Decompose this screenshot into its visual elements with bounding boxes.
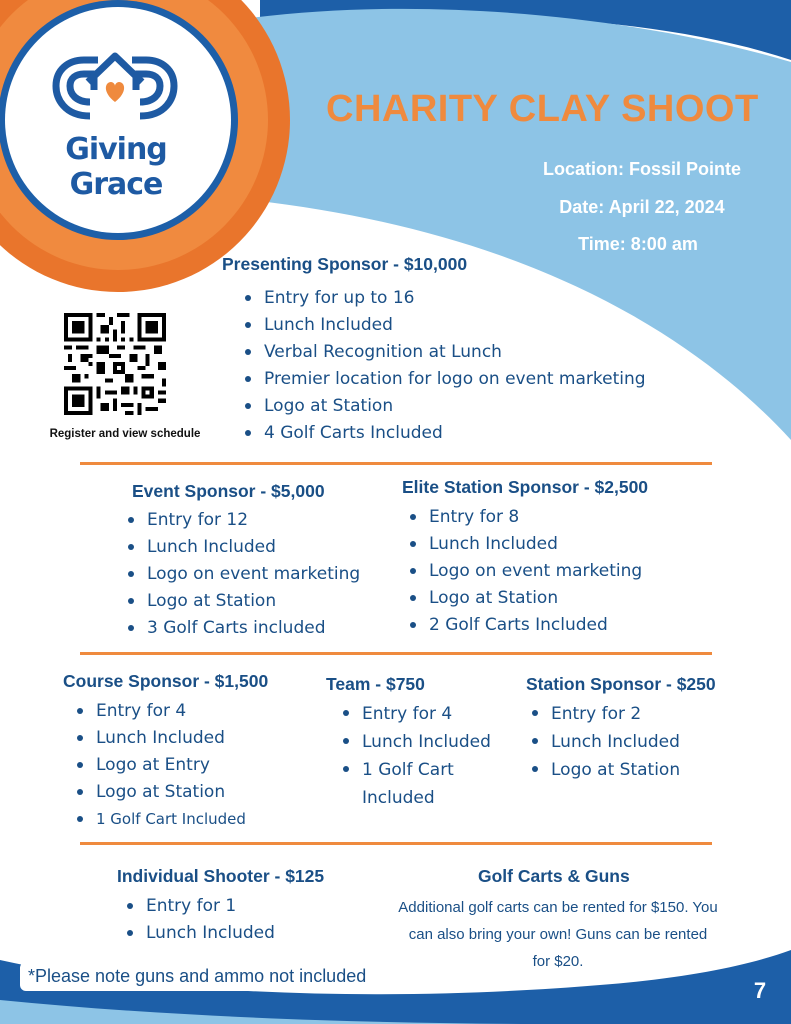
list-item: Lunch Included [126, 920, 275, 947]
list-item: Logo at Station [409, 585, 642, 612]
event-title: CHARITY CLAY SHOOT [326, 88, 759, 130]
station-sponsor-list [531, 700, 680, 784]
list-item: Lunch Included [342, 728, 491, 756]
individual-shooter-title: Individual Shooter - $125 [117, 866, 325, 886]
course-sponsor-title: Course Sponsor - $1,500 [63, 671, 269, 691]
station-sponsor-title: Station Sponsor - $250 [526, 674, 716, 694]
list-item: Lunch Included [76, 725, 246, 752]
course-sponsor-list [76, 698, 246, 833]
logo-text: Giving Grace [65, 132, 167, 202]
event-date: Date: April 22, 2024 [559, 197, 725, 217]
presenting-sponsor-title: Presenting Sponsor - $10,000 [222, 254, 468, 274]
list-item: Logo at Station [127, 588, 360, 615]
list-item: 1 Golf Cart Included [76, 806, 246, 833]
divider [80, 842, 712, 845]
list-item: Entry for 12 [127, 507, 360, 534]
footer-note: *Please note guns and ammo not included [20, 962, 374, 991]
qr-caption: Register and view schedule [49, 428, 201, 440]
list-item: Logo at Station [244, 393, 646, 420]
list-item: Lunch Included [531, 728, 680, 756]
team-list [342, 700, 491, 812]
list-item: Entry for 4 [342, 700, 491, 728]
elite-station-sponsor-title: Elite Station Sponsor - $2,500 [402, 477, 649, 497]
page-number: 7 [753, 978, 767, 1003]
list-item: Premier location for logo on event marketing [244, 366, 646, 393]
list-item: 3 Golf Carts included [127, 615, 360, 642]
list-item: Entry for 2 [531, 700, 680, 728]
elite-station-sponsor-list [409, 504, 642, 639]
carts-guns-title: Golf Carts & Guns [478, 866, 630, 886]
list-item: Logo at Station [531, 756, 680, 784]
team-title: Team - $750 [326, 674, 425, 694]
list-item: Logo on event marketing [127, 561, 360, 588]
event-location: Location: Fossil Pointe [542, 159, 741, 179]
list-item: Logo on event marketing [409, 558, 642, 585]
list-item: Lunch Included [409, 531, 642, 558]
qr-code-icon[interactable] [64, 313, 166, 415]
list-item: Logo at Station [76, 779, 246, 806]
event-time: Time: 8:00 am [578, 234, 698, 254]
list-item: 1 Golf Cart [342, 756, 491, 784]
list-item: 2 Golf Carts Included [409, 612, 642, 639]
individual-shooter-list [126, 893, 275, 947]
list-item: Verbal Recognition at Lunch [244, 339, 646, 366]
event-sponsor-list [127, 507, 360, 642]
presenting-sponsor-list [244, 285, 646, 447]
list-item: Included [362, 788, 435, 808]
carts-guns-text: Additional golf carts can be rented for $150. You can also bring your own! Guns can be rented for $20. [398, 899, 718, 970]
list-item: Entry for 8 [409, 504, 642, 531]
list-item: Entry for 4 [76, 698, 246, 725]
house-heart-logo-icon [50, 50, 180, 122]
divider [80, 462, 712, 465]
list-item: Lunch Included [244, 312, 646, 339]
divider [80, 652, 712, 655]
list-item: 4 Golf Carts Included [244, 420, 646, 447]
list-item: Lunch Included [127, 534, 360, 561]
list-item: Entry for 1 [126, 893, 275, 920]
list-item: Entry for up to 16 [244, 285, 646, 312]
event-sponsor-title: Event Sponsor - $5,000 [132, 481, 325, 501]
list-item: Logo at Entry [76, 752, 246, 779]
